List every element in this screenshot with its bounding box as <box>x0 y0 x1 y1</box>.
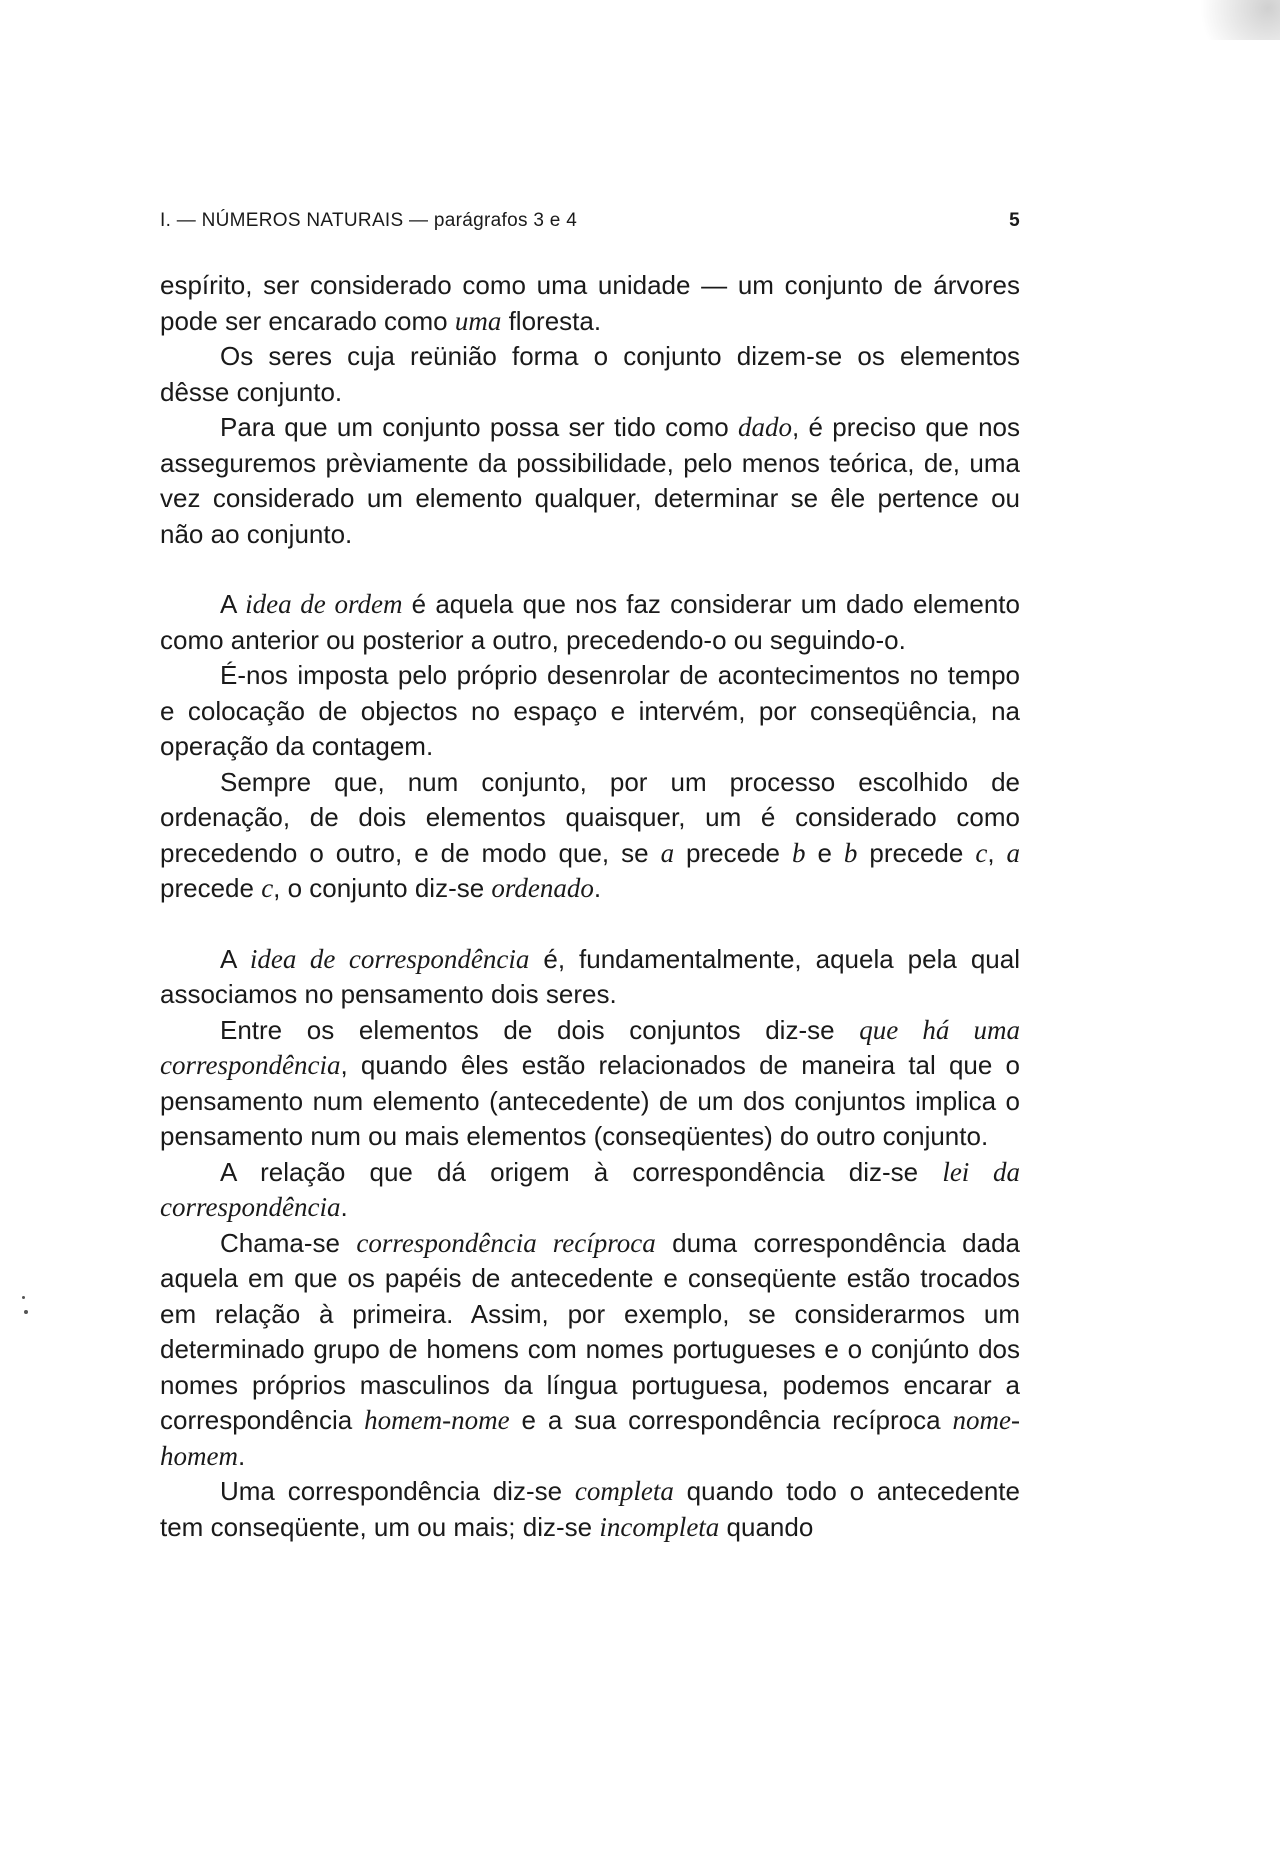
scan-speck <box>22 1296 25 1299</box>
text-run: quando todo o antecedente tem conseqüente, um ou mais; diz-se <box>160 1476 1020 1542</box>
paragraph <box>160 339 1020 410</box>
text-run: A <box>220 943 250 974</box>
emphasized-text: dado <box>738 412 793 442</box>
text-run: precede <box>674 837 792 868</box>
emphasized-text: correspondência recíproca <box>356 1227 656 1258</box>
emphasized-text: lei da correspondência <box>160 1156 1020 1222</box>
text-run: espírito, ser considerado como uma unidade — um conjunto de árvores pode ser encarado como <box>160 270 1020 336</box>
text-run: e a sua correspondência recíproca <box>509 1405 953 1435</box>
text-run: é, fundamentalmente, aquela pela qual associamos no pensamento dois seres. <box>160 943 1020 1009</box>
emphasized-text: idea de correspondência <box>249 943 530 974</box>
text-run: Entre os elementos de dois conjuntos diz-se <box>220 1014 860 1045</box>
paragraph <box>160 942 1020 1013</box>
text-run: é aquela que nos faz considerar um dado elemento como anterior ou posterior a outro, precedendo-o ou seguindo-o. <box>160 589 1020 655</box>
text-run: A relação que dá origem à correspondência diz-se <box>220 1156 943 1187</box>
text-run: Chama-se <box>220 1227 357 1258</box>
text-run: Os seres cuja reünião forma o conjunto dizem-se os elementos dêsse conjunto. <box>160 341 1020 407</box>
emphasized-text: b <box>791 837 806 868</box>
text-run: A <box>220 589 246 619</box>
text-run: Uma correspondência diz-se <box>220 1476 575 1506</box>
paragraph <box>160 587 1020 658</box>
scan-noise <box>1160 0 1280 40</box>
text-run: . <box>340 1192 348 1222</box>
emphasized-text: nome-homem <box>160 1405 1020 1471</box>
text-run: , quando êles estão relacionados de maneira tal que o pensamento num elemento (antecedente) de um dos conjuntos implica o pensamento num ou mais elementos (conseqüentes) do outro conjunto. <box>160 1050 1020 1151</box>
page-number: 5 <box>1009 210 1020 231</box>
body-text <box>160 268 1020 1545</box>
emphasized-text: completa <box>574 1476 674 1506</box>
paragraph <box>160 765 1020 907</box>
text-run: Para que um conjunto possa ser tido como <box>220 412 739 442</box>
text-run: duma correspondência dada aquela em que os papéis de antecedente e conseqüente estão trocados em relação à primeira. Assim, por exemplo, se considerarmos um determinado grupo de homens com nomes portugueses e o conjúnto dos nomes próprios masculinos da língua portuguesa, podemos encarar a correspondência <box>160 1227 1021 1435</box>
emphasized-text: a <box>1006 837 1021 868</box>
text-run: , <box>987 837 1007 868</box>
emphasized-text: uma <box>454 305 502 336</box>
text-run: . <box>593 873 602 903</box>
emphasized-text: ordenado <box>491 873 594 903</box>
emphasized-text: homem-nome <box>364 1405 510 1435</box>
paragraph <box>160 410 1020 552</box>
emphasized-text: que há uma correspondência <box>160 1014 1021 1080</box>
emphasized-text: idea de ordem <box>245 589 403 619</box>
text-run: Sempre que, num conjunto, por um processo escolhido de ordenação, de dois elementos quaisquer, um é considerado como precedendo o outro, e de modo que, se <box>160 766 1020 868</box>
emphasized-text: b <box>843 837 858 868</box>
paragraph <box>160 268 1020 339</box>
text-run: , o conjunto diz-se <box>273 873 492 903</box>
paragraph <box>160 1013 1020 1155</box>
paragraph <box>160 1226 1020 1475</box>
text-run: e <box>805 837 844 868</box>
text-run: quando <box>719 1511 814 1542</box>
chapter-header-title: I. — NÚMEROS NATURAIS — parágrafos 3 e 4 <box>160 210 578 231</box>
text-run: , é preciso que nos asseguremos prèviamente da possibilidade, pelo menos teórica, de, uma vez considerado um elemento qualquer, determinar se êle pertence ou não ao conjunto. <box>160 412 1020 549</box>
emphasized-text: incompleta <box>599 1511 720 1542</box>
emphasized-text: a <box>660 837 675 868</box>
paragraph <box>160 658 1020 765</box>
emphasized-text: c <box>975 837 988 868</box>
text-run: . <box>237 1440 246 1471</box>
text-run: precede <box>160 873 262 903</box>
emphasized-text: c <box>261 873 274 903</box>
text-run: floresta. <box>501 305 602 336</box>
book-page <box>160 210 1020 1545</box>
paragraph <box>160 1155 1020 1226</box>
scan-speck <box>24 1310 28 1314</box>
paragraph <box>160 1474 1020 1545</box>
running-header <box>160 210 1020 232</box>
text-run: É-nos imposta pelo próprio desenrolar de acontecimentos no tempo e colocação de objectos no espaço e intervém, por conseqüência, na operação da contagem. <box>160 660 1020 761</box>
text-run: precede <box>857 837 976 868</box>
